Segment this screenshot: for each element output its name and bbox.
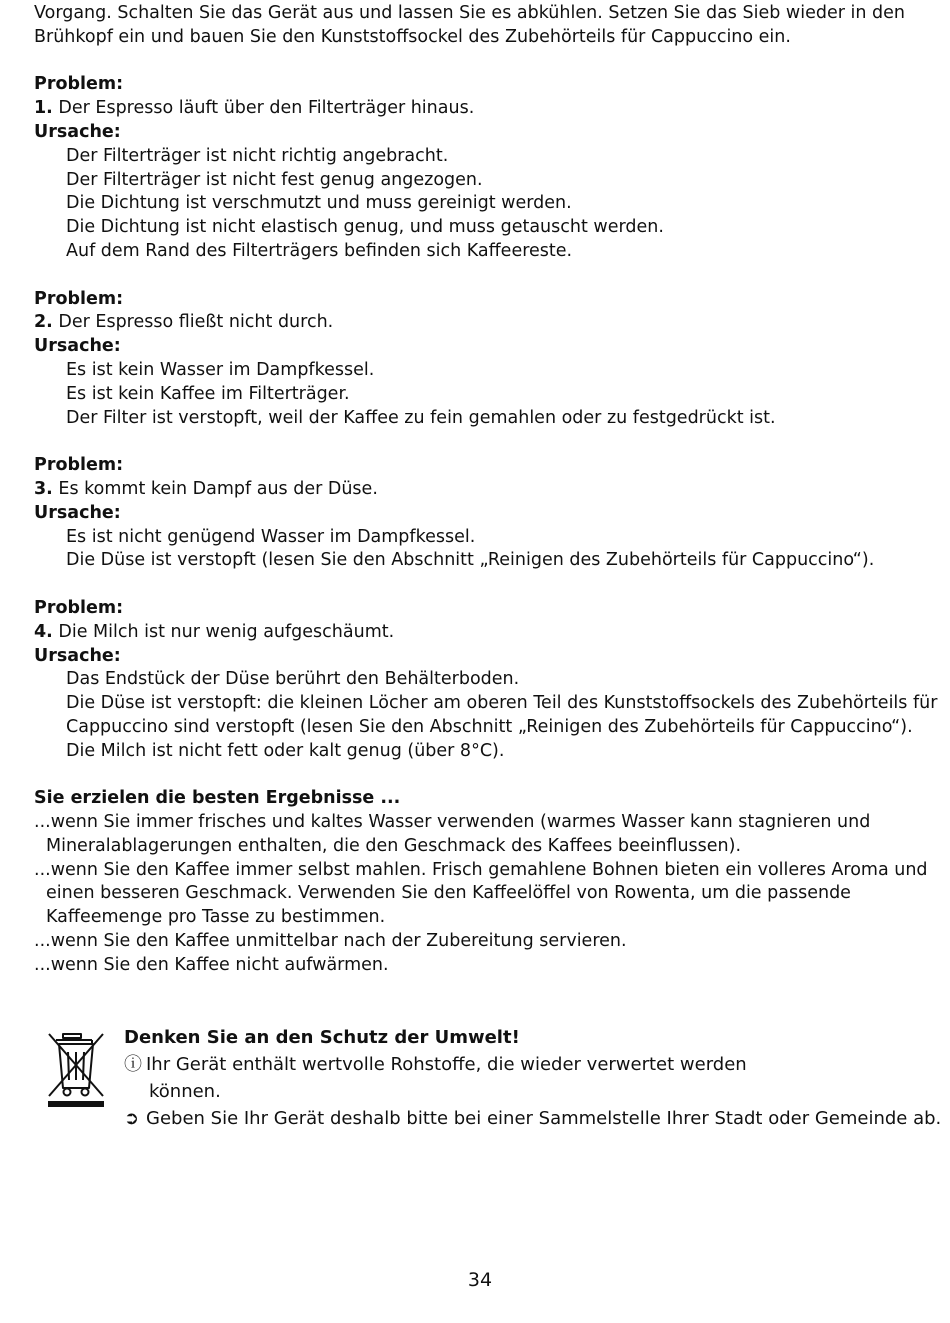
- arrow-right-icon: ➲: [124, 1108, 140, 1129]
- problem-text: Der Espresso fließt nicht durch.: [52, 312, 334, 333]
- environment-text: [124, 1024, 941, 1132]
- cause-item: Die Düse ist verstopft (lesen Sie den Abschnitt „Reinigen des Zubehörteils für Cappuccino“).: [66, 550, 875, 571]
- intro-line-1: Vorgang. Schalten Sie das Gerät aus und lassen Sie es abkühlen. Setzen Sie das Sieb wieder in den: [34, 3, 905, 23]
- problem-number: 2.: [34, 312, 53, 333]
- info-line-continued: können.: [149, 1081, 221, 1102]
- problem-number: 3.: [34, 478, 53, 499]
- arrow-text: Geben Sie Ihr Gerät deshalb bitte bei einer Sammelstelle Ihrer Stadt oder Gemeinde ab.: [146, 1108, 942, 1129]
- intro-line-2: Brühkopf ein und bauen Sie den Kunststoffsockel des Zubehörteils für Cappuccino ein.: [34, 26, 791, 47]
- cause-item: Es ist nicht genügend Wasser im Dampfkessel.: [66, 526, 476, 547]
- tips-heading: Sie erzielen die besten Ergebnisse ...: [34, 788, 401, 809]
- problem-number: 4.: [34, 621, 53, 642]
- tip-line: ...wenn Sie den Kaffee immer selbst mahlen. Frisch gemahlene Bohnen bieten ein volleres Aroma und: [34, 859, 928, 880]
- problem-title: [34, 311, 924, 335]
- problem-title: [34, 97, 924, 121]
- environment-notice: [46, 1024, 942, 1134]
- arrow-line: [124, 1105, 941, 1132]
- problem-text: Es kommt kein Dampf aus der Düse.: [52, 478, 378, 499]
- problem-label: Problem:: [34, 288, 124, 309]
- cause-item: Die Milch ist nicht fett oder kalt genug (über 8°C).: [66, 740, 505, 761]
- cause-item: Die Düse ist verstopft: die kleinen Löcher am oberen Teil des Kunststoffsockels des Zubehörteils für: [66, 693, 938, 714]
- problem-label: Problem:: [34, 597, 124, 618]
- document-body: [34, 2, 938, 978]
- cause-item: Es ist kein Kaffee im Filterträger.: [66, 383, 350, 404]
- tip-line: ...wenn Sie den Kaffee unmittelbar nach der Zubereitung servieren.: [34, 931, 627, 952]
- cause-item: Der Filterträger ist nicht richtig angebracht.: [66, 145, 449, 166]
- cause-item: Das Endstück der Düse berührt den Behälterboden.: [66, 669, 520, 690]
- problem-label: Problem:: [34, 74, 124, 95]
- info-line: [124, 1051, 941, 1078]
- problem-text: Die Milch ist nur wenig aufgeschäumt.: [52, 621, 395, 642]
- cause-item: Auf dem Rand des Filterträgers befinden sich Kaffeereste.: [66, 240, 573, 261]
- cause-label: Ursache:: [34, 502, 121, 523]
- page-number: 34: [467, 1269, 493, 1291]
- problem-block-4: [34, 597, 938, 764]
- cause-item: Cappuccino sind verstopft (lesen Sie den Abschnitt „Reinigen des Zubehörteils für Cappuccino“).: [66, 716, 913, 737]
- cause-item: Die Dichtung ist verschmutzt und muss gereinigt werden.: [66, 193, 572, 214]
- info-text: Ihr Gerät enthält wertvolle Rohstoffe, die wieder verwertet werden: [146, 1054, 747, 1075]
- tip-line: Kaffeemenge pro Tasse zu bestimmen.: [46, 907, 386, 928]
- problem-label: Problem:: [34, 455, 124, 476]
- cause-item: Der Filterträger ist nicht fest genug angezogen.: [66, 169, 483, 190]
- cause-item: Es ist kein Wasser im Dampfkessel.: [66, 359, 375, 380]
- problem-title: [34, 621, 924, 645]
- environment-heading: Denken Sie an den Schutz der Umwelt!: [124, 1027, 520, 1048]
- cause-label: Ursache:: [34, 121, 121, 142]
- problem-block-1: [34, 73, 924, 263]
- problem-block-2: [34, 288, 924, 431]
- problem-text: Der Espresso läuft über den Filterträger hinaus.: [52, 98, 475, 119]
- info-icon: ⓘ: [124, 1054, 142, 1075]
- tip-line: Mineralablagerungen enthalten, die den Geschmack des Kaffees beeinflussen).: [46, 835, 742, 856]
- crossed-out-wheelie-bin-icon: [46, 1030, 106, 1108]
- cause-label: Ursache:: [34, 645, 121, 666]
- cause-item: Die Dichtung ist nicht elastisch genug, und muss getauscht werden.: [66, 217, 664, 238]
- problem-number: 1.: [34, 98, 53, 119]
- tip-line: ...wenn Sie den Kaffee nicht aufwärmen.: [34, 954, 389, 975]
- tip-line: einen besseren Geschmack. Verwenden Sie den Kaffeelöffel von Rowenta, um die passende: [46, 883, 851, 904]
- cause-item: Der Filter ist verstopft, weil der Kaffee zu fein gemahlen oder zu festgedrückt ist.: [66, 407, 776, 428]
- problem-block-3: [34, 454, 924, 573]
- cause-label: Ursache:: [34, 336, 121, 357]
- tips-section: [34, 787, 928, 977]
- problem-title: [34, 478, 924, 502]
- tip-line: ...wenn Sie immer frisches und kaltes Wasser verwenden (warmes Wasser kann stagnieren und: [34, 812, 871, 833]
